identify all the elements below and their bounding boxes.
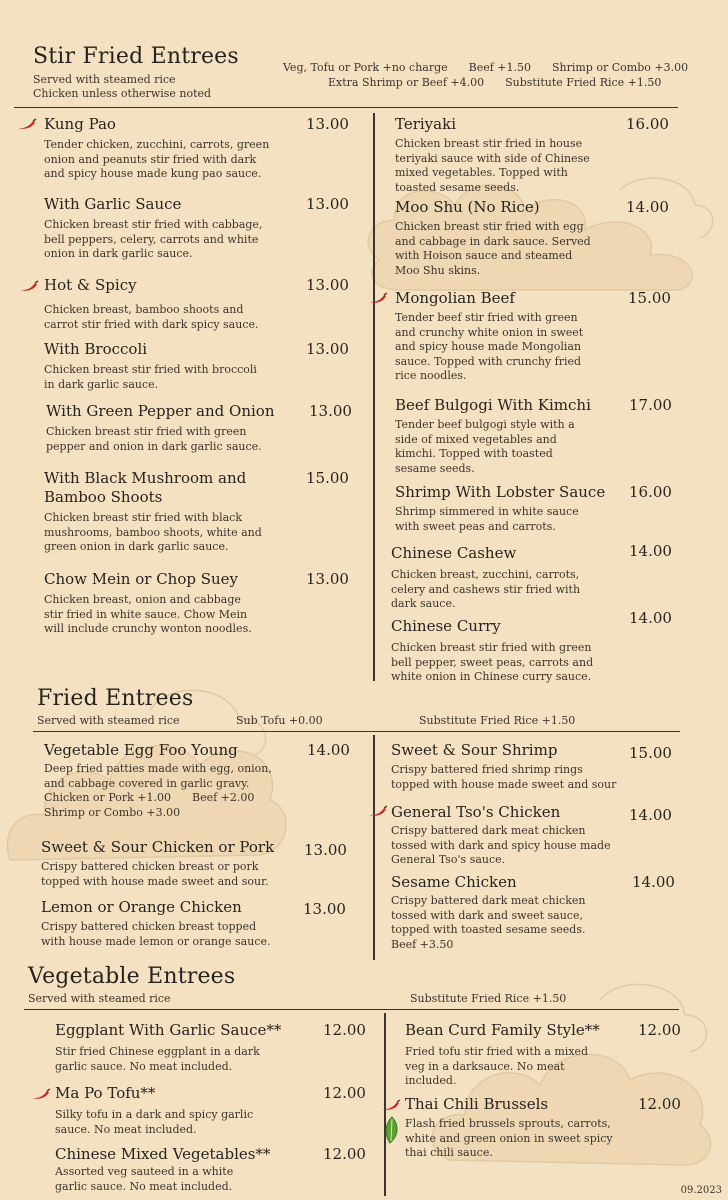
item-description: Tender beef stir fried with green and crunchy white onion in sweet and spicy house made Mongolian sauce. Topped with crunchy fried rice noodles.: [395, 311, 584, 382]
stir-fried-protein-note: Veg, Tofu or Pork +no charge Beef +1.50 Shrimp or Combo +3.00: [283, 61, 689, 74]
fried-subtitle: Served with steamed rice: [37, 714, 180, 727]
menu-item-lemon-orange-chicken: [41, 898, 361, 949]
item-name: Teriyaki: [395, 115, 456, 133]
item-description: Chicken breast stir fried with broccoli in dark garlic sauce.: [44, 363, 257, 391]
item-description: Crispy battered dark meat chicken tossed with dark and sweet sauce, topped with toasted sesame seeds. Beef +3.50: [391, 894, 586, 951]
menu-item-chinese-curry: [391, 609, 681, 685]
menu-item-chow-mein: [44, 570, 354, 637]
item-price: 14.00: [626, 198, 669, 216]
menu-item-sesame-chicken: [391, 873, 691, 952]
menu-item-ma-po-tofu: [55, 1084, 375, 1137]
menu-item-teriyaki: [395, 115, 685, 195]
item-price: 13.00: [306, 570, 349, 588]
menu-item-kung-pao: [44, 115, 354, 182]
chili-pepper-icon: [18, 280, 40, 292]
item-price: 15.00: [629, 744, 672, 762]
item-price: 15.00: [306, 469, 349, 487]
item-price: 13.00: [306, 340, 349, 358]
item-description: Fried tofu stir fried with a mixed veg in a darksauce. No meat included.: [405, 1045, 589, 1087]
menu-item-general-tso: [391, 803, 691, 868]
item-description: Chicken breast stir fried with green bell pepper, sweet peas, carrots and white onion in Chinese curry sauce.: [391, 641, 594, 683]
menu-item-egg-foo-young: [44, 741, 364, 820]
menu-item-thai-chili-brussels: [405, 1095, 705, 1161]
menu-item-green-pepper-onion: [46, 402, 356, 454]
fried-title: Fried Entrees: [37, 686, 194, 711]
divider: [373, 735, 375, 960]
item-price: 13.00: [303, 900, 346, 918]
chili-pepper-icon: [367, 292, 389, 304]
fried-tofu-note: Sub Tofu +0.00: [236, 714, 323, 727]
item-name: Ma Po Tofu**: [55, 1084, 156, 1102]
item-price: 15.00: [628, 289, 671, 307]
item-name: Thai Chili Brussels: [405, 1095, 549, 1113]
item-name: Moo Shu (No Rice): [395, 198, 540, 216]
item-description: Chicken breast, onion and cabbage stir fried in white sauce. Chow Mein will include crunchy wonton noodles.: [44, 593, 252, 635]
item-name: With Green Pepper and Onion: [46, 402, 275, 420]
divider: [373, 113, 375, 681]
stir-fried-extra-note: Extra Shrimp or Beef +4.00 Substitute Fried Rice +1.50: [328, 76, 662, 89]
item-description: Crispy battered chicken breast or pork topped with house made sweet and sour.: [41, 860, 269, 888]
menu-item-beef-bulgogi: [395, 396, 685, 476]
divider: [14, 107, 678, 108]
menu-item-broccoli: [44, 340, 354, 392]
item-price: 13.00: [309, 402, 352, 420]
item-description: Chicken breast, bamboo shoots and carrot stir fried with dark spicy sauce.: [44, 303, 259, 331]
item-description: Chicken breast stir fried with green pepper and onion in dark garlic sauce.: [46, 425, 262, 453]
item-name: Beef Bulgogi With Kimchi: [395, 396, 591, 414]
divider: [24, 1009, 679, 1010]
item-price: 14.00: [629, 542, 672, 560]
stir-fried-subtitle-rice: Served with steamed rice: [33, 73, 176, 86]
item-description: Crispy battered chicken breast topped with house made lemon or orange sauce.: [41, 920, 271, 948]
menu-date: 09.2023: [680, 1185, 722, 1196]
item-name: Chinese Mixed Vegetables**: [55, 1145, 271, 1163]
menu-item-sweet-sour-shrimp: [391, 741, 691, 792]
item-description: Chicken breast stir fried with cabbage, bell peppers, celery, carrots and white onion in dark garlic sauce.: [44, 218, 263, 260]
item-price: 12.00: [638, 1095, 681, 1113]
item-name: Sweet & Sour Shrimp: [391, 741, 558, 759]
item-name: Chow Mein or Chop Suey: [44, 570, 239, 588]
vegetable-subtitle: Served with steamed rice: [28, 992, 171, 1005]
stir-fried-subtitle-chicken: Chicken unless otherwise noted: [33, 87, 212, 100]
item-description: Chicken breast stir fried with black mushrooms, bamboo shoots, white and green onion in dark garlic sauce.: [44, 511, 262, 553]
menu-item-black-mushroom: [44, 469, 354, 555]
item-name: With Broccoli: [44, 340, 148, 358]
item-price: 17.00: [629, 396, 672, 414]
divider: [33, 731, 680, 732]
item-description: Crispy battered dark meat chicken tossed with dark and spicy house made General Tso's sauce.: [391, 824, 611, 866]
item-description: Tender beef bulgogi style with a side of mixed vegetables and kimchi. Topped with toasted sesame seeds.: [395, 418, 575, 475]
item-price: 14.00: [629, 609, 672, 627]
chili-pepper-icon: [30, 1088, 52, 1100]
item-name: With Garlic Sauce: [44, 195, 182, 213]
item-price: 13.00: [306, 115, 349, 133]
item-name: Shrimp With Lobster Sauce: [395, 483, 606, 501]
item-description: Tender chicken, zucchini, carrots, green onion and peanuts stir fried with dark and spicy house made kung pao sauce.: [44, 138, 270, 180]
item-price: 16.00: [626, 115, 669, 133]
menu-item-mixed-vegetables: [55, 1145, 375, 1194]
item-price: 14.00: [632, 873, 675, 891]
item-price: 14.00: [307, 741, 350, 759]
item-name: Lemon or Orange Chicken: [41, 898, 242, 916]
item-description: Silky tofu in a dark and spicy garlic sauce. No meat included.: [55, 1108, 254, 1136]
item-description: Chicken breast, zucchini, carrots, celery and cashews stir fried with dark sauce.: [391, 568, 581, 610]
item-name: General Tso's Chicken: [391, 803, 561, 821]
item-description: Flash fried brussels sprouts, carrots, white and green onion in sweet spicy thai chili sauce.: [405, 1117, 613, 1159]
menu-item-garlic-sauce: [44, 195, 354, 262]
item-price: 12.00: [323, 1145, 366, 1163]
menu-item-eggplant: [55, 1021, 375, 1074]
item-name: Bean Curd Family Style**: [405, 1021, 600, 1039]
item-name: Chinese Curry: [391, 617, 501, 635]
item-description: Chicken breast stir fried in house teriyaki sauce with side of Chinese mixed vegetables. Topped with toasted sesame seeds.: [395, 137, 590, 194]
item-description: Crispy battered fried shrimp rings topped with house made sweet and sour: [391, 763, 617, 791]
item-name: With Black Mushroom and Bamboo Shoots: [44, 469, 247, 506]
item-name: Sweet & Sour Chicken or Pork: [41, 838, 275, 856]
item-price: 14.00: [629, 806, 672, 824]
item-name: Kung Pao: [44, 115, 116, 133]
fried-rice-note: Substitute Fried Rice +1.50: [419, 714, 576, 727]
menu-item-sweet-sour-chicken: [41, 838, 361, 889]
vegetable-title: Vegetable Entrees: [28, 964, 236, 989]
item-price: 16.00: [629, 483, 672, 501]
menu-item-chinese-cashew: [391, 544, 681, 612]
stir-fried-subtitle: [33, 73, 211, 101]
chili-pepper-icon: [16, 118, 38, 130]
item-description: Stir fried Chinese eggplant in a dark garlic sauce. No meat included.: [55, 1045, 260, 1073]
vegetable-rice-note: Substitute Fried Rice +1.50: [410, 992, 567, 1005]
menu-item-mongolian-beef: [395, 289, 685, 384]
item-price: 13.00: [304, 841, 347, 859]
item-description: Chicken breast stir fried with egg and cabbage in dark sauce. Served with Hoison sauce and steamed Moo Shu skins.: [395, 220, 591, 277]
menu-item-shrimp-lobster-sauce: [395, 483, 685, 534]
chili-pepper-icon: [380, 1099, 402, 1111]
menu-item-hot-spicy: [44, 276, 354, 332]
item-name: Eggplant With Garlic Sauce**: [55, 1021, 282, 1039]
item-description: Deep fried patties made with egg, onion, and cabbage covered in garlic gravy. Chicken or Pork +1.00 Beef +2.00 Shrimp or Combo +3.00: [44, 762, 272, 819]
item-price: 12.00: [638, 1021, 681, 1039]
item-price: 12.00: [323, 1021, 366, 1039]
item-name: Sesame Chicken: [391, 873, 517, 891]
item-name: Chinese Cashew: [391, 544, 517, 562]
leaf-icon: [383, 1116, 401, 1144]
item-name: Vegetable Egg Foo Young: [44, 741, 238, 759]
item-price: 12.00: [323, 1084, 366, 1102]
item-name: Hot & Spicy: [44, 276, 137, 294]
item-name: Mongolian Beef: [395, 289, 515, 307]
item-description: Assorted veg sauteed in a white garlic sauce. No meat included.: [55, 1165, 234, 1193]
menu-item-moo-shu: [395, 198, 685, 278]
item-description: Shrimp simmered in white sauce with sweet peas and carrots.: [395, 505, 579, 533]
menu-item-bean-curd: [405, 1021, 705, 1089]
item-price: 13.00: [306, 195, 349, 213]
stir-fried-title: Stir Fried Entrees: [33, 44, 239, 69]
chili-pepper-icon: [367, 805, 389, 817]
item-price: 13.00: [306, 276, 349, 294]
